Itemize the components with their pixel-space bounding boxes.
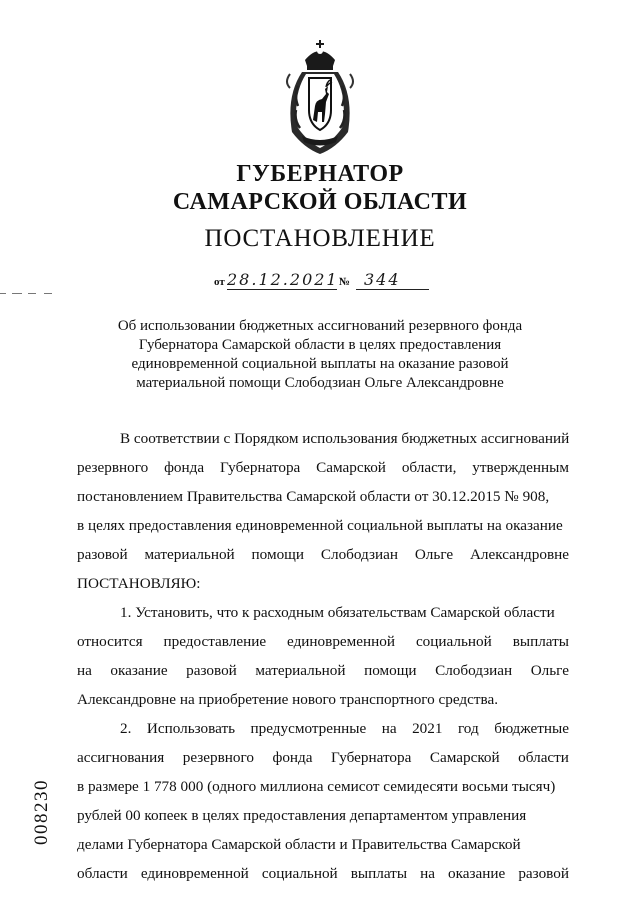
body-line-text: 1. Установить, что к расходным обязательствам Самарской области xyxy=(120,604,555,621)
body-word: Александровне xyxy=(469,546,569,563)
body-line xyxy=(77,743,569,772)
subject-line: Губернатора Самарской области в целях предоставления xyxy=(138,337,502,353)
body-word: Слободзиан xyxy=(320,546,398,563)
registration-number: 008230 xyxy=(31,779,52,845)
body-word: оказание xyxy=(110,662,168,679)
body-word: выплаты xyxy=(512,633,569,650)
body-word: области xyxy=(518,749,569,766)
body-word: единовременной xyxy=(140,865,249,882)
body-word: на xyxy=(381,720,397,737)
body-line-text: постановлением Правительства Самарской области от 30.12.2015 № 908, xyxy=(77,488,550,505)
subject-line: единовременной социальной выплаты на оказание разовой xyxy=(131,356,509,372)
date-number-row xyxy=(214,270,434,292)
body-line xyxy=(77,627,569,656)
body-word: области, xyxy=(401,459,457,476)
body-word: резервного xyxy=(182,749,254,766)
document-type-heading: ПОСТАНОВЛЕНИЕ xyxy=(204,225,436,252)
body-line xyxy=(77,772,569,801)
body-word: Самарской xyxy=(429,749,500,766)
body-word: ассигнования xyxy=(77,749,165,766)
body-line xyxy=(77,714,569,743)
body-word: выплаты xyxy=(350,865,408,882)
body-word: Ольге xyxy=(530,662,569,679)
body-line xyxy=(77,801,569,830)
body-word: Губернатора xyxy=(219,459,301,476)
body-word: относится xyxy=(77,633,143,650)
org-title-line1: ГУБЕРНАТОР xyxy=(236,161,404,187)
date-underline xyxy=(227,289,337,290)
body-line xyxy=(77,830,569,859)
body-word: 2021 xyxy=(412,720,443,737)
body-line xyxy=(77,540,569,569)
body-line xyxy=(77,511,569,540)
body-line-text: ПОСТАНОВЛЯЮ: xyxy=(77,575,201,592)
document-body xyxy=(77,424,569,888)
handwritten-date: 28.12.2021 xyxy=(227,270,339,289)
body-word: на xyxy=(77,662,92,679)
body-word: предусмотренные xyxy=(250,720,367,737)
document-subject xyxy=(100,317,540,393)
body-word: Использовать xyxy=(146,720,236,737)
body-word: разовой xyxy=(77,546,128,563)
body-word: помощи xyxy=(364,662,417,679)
body-line xyxy=(77,859,569,888)
body-line-text: в целях предоставления единовременной социальной выплаты на оказание xyxy=(77,517,563,534)
margin-marks xyxy=(0,293,60,297)
body-line xyxy=(77,569,569,598)
body-word: год xyxy=(457,720,479,737)
body-line xyxy=(77,424,569,453)
body-word: предоставление xyxy=(163,633,267,650)
org-title-line2: САМАРСКОЙ ОБЛАСТИ xyxy=(172,189,468,215)
body-word: Слободзиан xyxy=(435,662,513,679)
body-word: фонда xyxy=(272,749,313,766)
body-word: материальной xyxy=(255,662,346,679)
body-word: разовой xyxy=(186,662,237,679)
date-prefix: от xyxy=(214,276,225,288)
body-word: резервного xyxy=(77,459,149,476)
body-line-text: рублей 00 копеек в целях предоставления департаментом управления xyxy=(77,807,527,824)
body-word: 2. xyxy=(120,720,132,737)
body-line xyxy=(77,598,569,627)
samara-coat-of-arms-icon xyxy=(272,36,368,158)
body-word: Самарской xyxy=(316,459,386,476)
body-word: социальной xyxy=(261,865,338,882)
body-word: утвержденным xyxy=(472,459,569,476)
body-word: области xyxy=(77,865,128,882)
body-line xyxy=(77,656,569,685)
subject-line: Об использовании бюджетных ассигнований резервного фонда xyxy=(117,318,523,334)
body-word: разовой xyxy=(518,865,569,882)
body-line xyxy=(77,685,569,714)
body-word: материальной xyxy=(144,546,235,563)
body-word: помощи xyxy=(251,546,305,563)
body-word: Ольге xyxy=(414,546,454,563)
body-word: фонда xyxy=(164,459,205,476)
number-underline xyxy=(356,289,429,290)
handwritten-number: 344 xyxy=(364,270,401,289)
subject-line: материальной помощи Слободзиан Ольге Александровне xyxy=(136,375,504,391)
body-word: бюджетные xyxy=(494,720,569,737)
body-word: на xyxy=(420,865,435,882)
body-line-text: Александровне на приобретение нового транспортного средства. xyxy=(77,691,499,708)
body-word: социальной xyxy=(415,633,492,650)
body-word: Губернатора xyxy=(331,749,412,766)
body-word: единовременной xyxy=(287,633,395,650)
body-word: оказание xyxy=(448,865,506,882)
body-line xyxy=(77,453,569,482)
body-line-text: В соответствии с Порядком использования бюджетных ассигнований xyxy=(120,430,570,447)
body-line xyxy=(77,482,569,511)
number-prefix: № xyxy=(339,276,351,288)
body-line-text: в размере 1 778 000 (одного миллиона семисот семидесяти восьми тысяч) xyxy=(77,778,556,795)
body-line-text: делами Губернатора Самарской области и Правительства Самарской xyxy=(77,836,521,853)
